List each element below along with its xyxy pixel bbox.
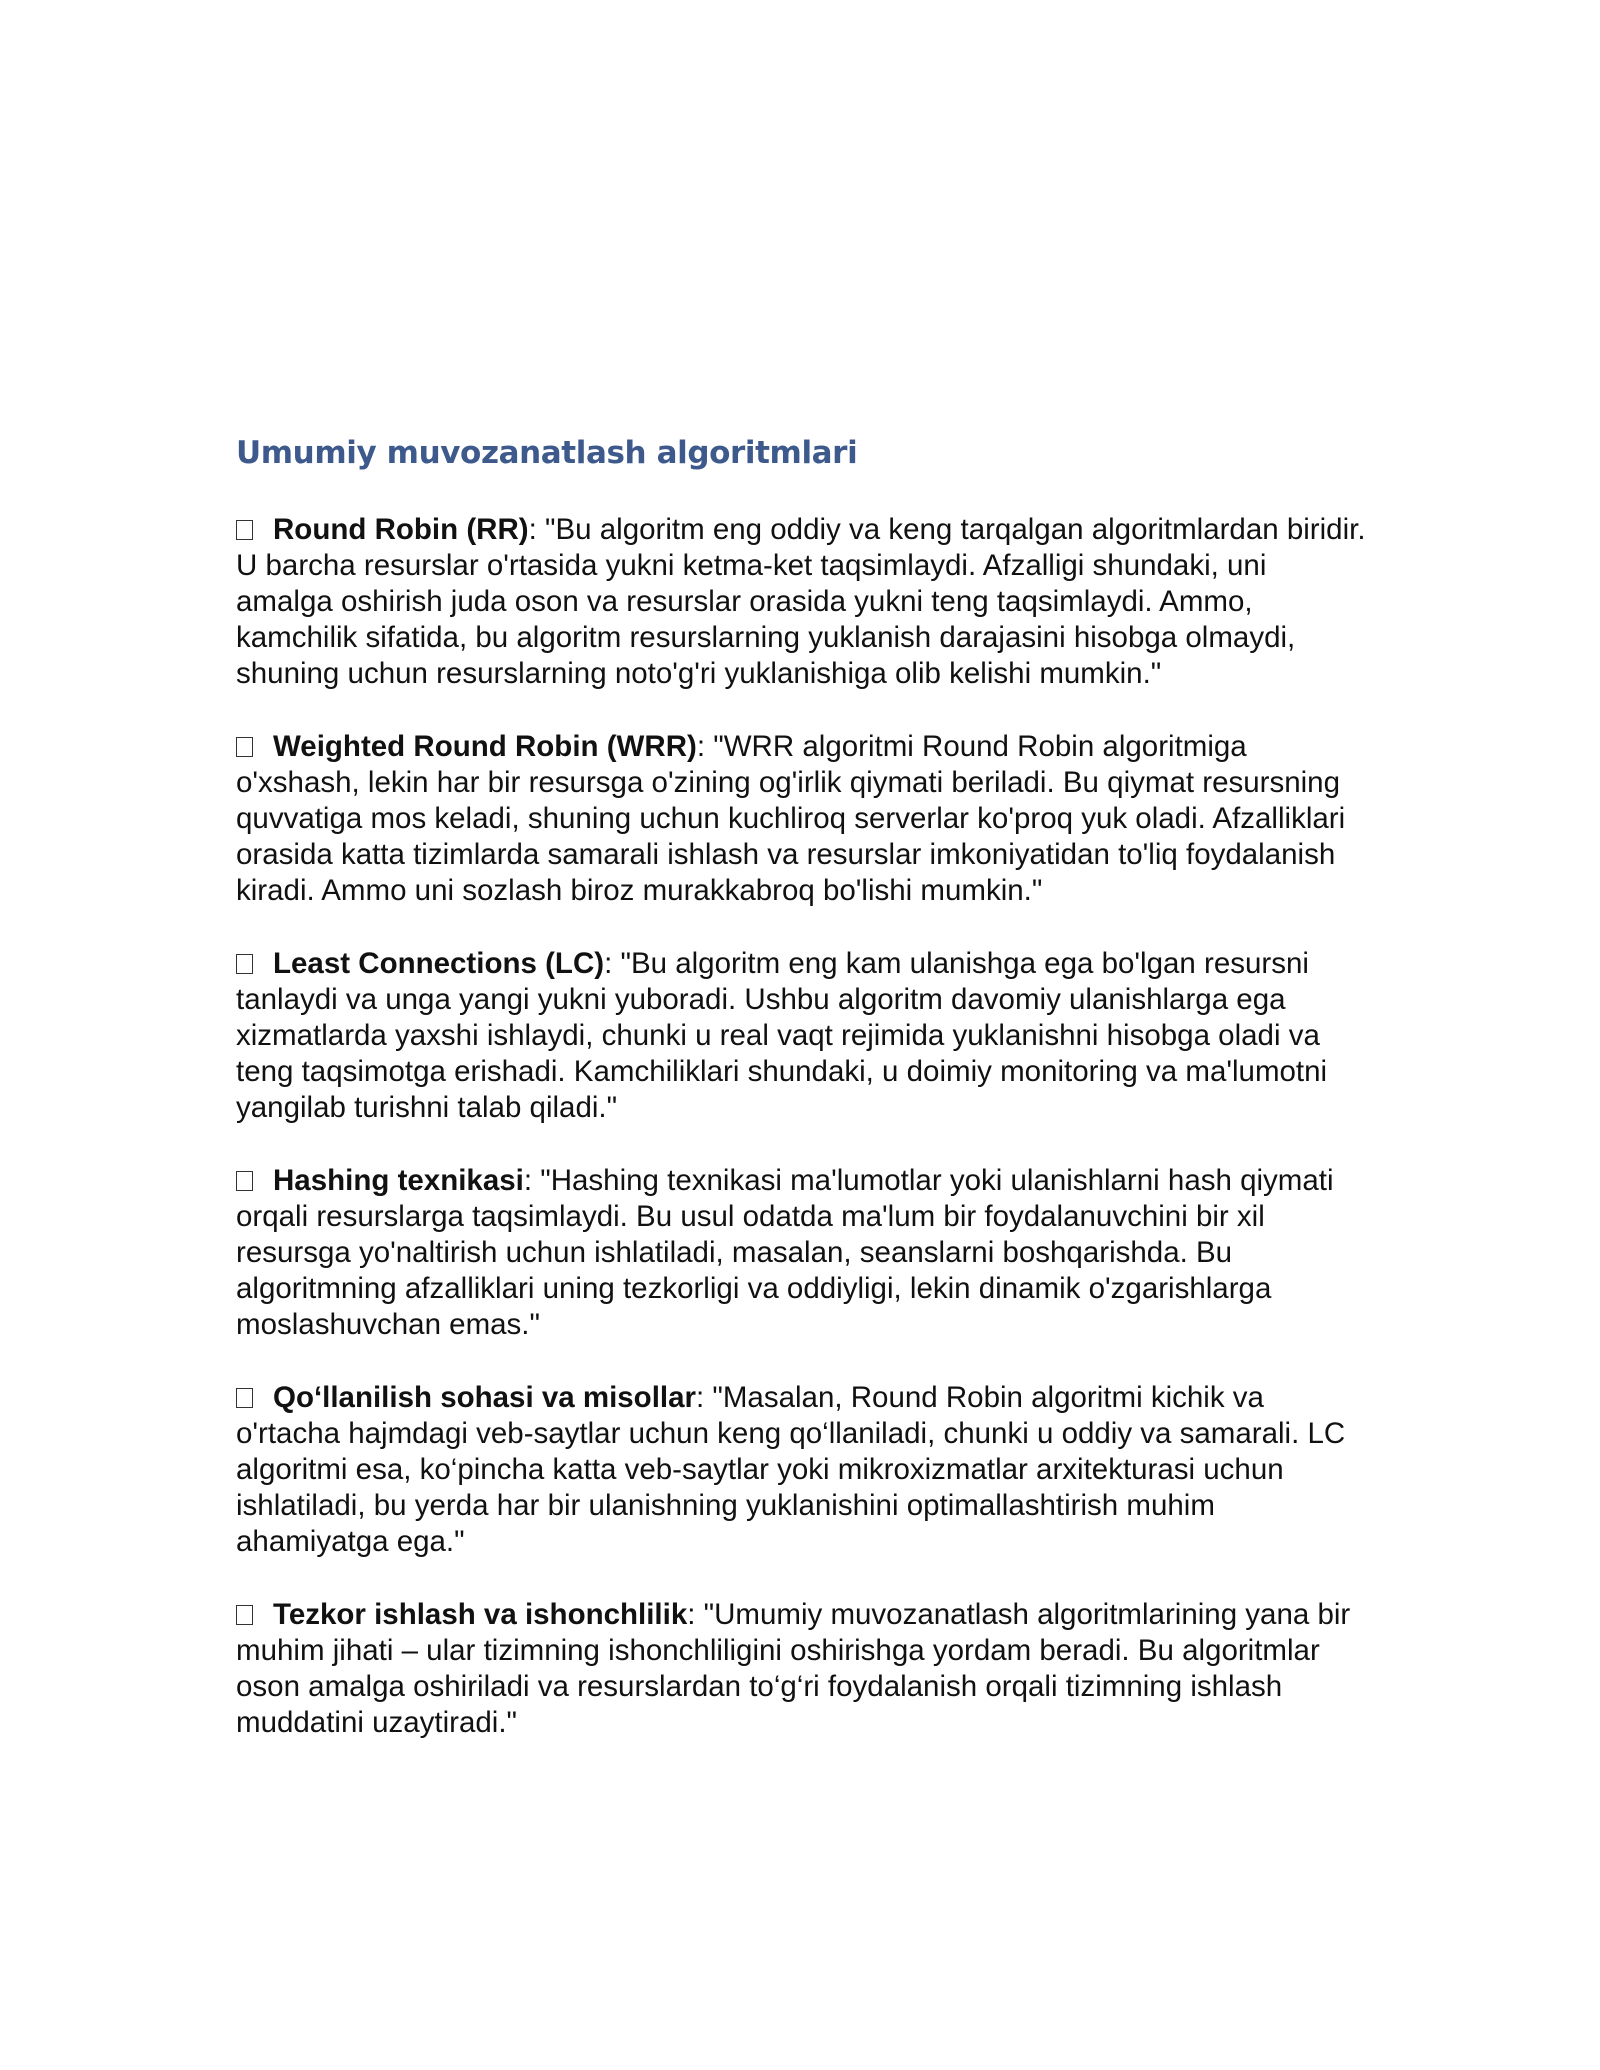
list-item-reliability [236, 1597, 1366, 1741]
checkbox-bullet-icon [236, 954, 253, 974]
item-term: Hashing texnikasi [273, 1164, 524, 1197]
item-text: : "WRR algoritmi Round Robin algoritmiga o'xshash, lekin har bir resursga o'zining og'irlik qiymati beriladi. Bu qiymat resursning quvvatiga mos keladi, shuning uchun kuchliroq serverlar ko'proq yuk oladi. Afzalliklari orasida katta tizimlarda samarali ishlash va resurslar imkoniyatidan to'liq foydalanish kiradi. Ammo uni sozlash biroz murakkabroq bo'lishi mumkin." [236, 730, 1346, 907]
checkbox-bullet-icon [236, 737, 253, 757]
list-item-round-robin [236, 512, 1366, 692]
item-term: Weighted Round Robin (WRR) [273, 730, 697, 763]
item-text: : "Bu algoritm eng kam ulanishga ega bo'lgan resursni tanlaydi va unga yangi yukni yuboradi. Ushbu algoritm davomiy ulanishlarga ega xizmatlarda yaxshi ishlaydi, chunki u real vaqt rejimida yuklanishni hisobga oladi va teng taqsimotga erishadi. Kamchiliklari shundaki, u doimiy monitoring va ma'lumotni yangilab turishni talab qiladi." [236, 947, 1328, 1124]
list-item-hashing [236, 1163, 1366, 1343]
list-item-application-areas [236, 1380, 1366, 1560]
item-text: : "Umumiy muvozanatlash algoritmlarining yana bir muhim jihati – ular tizimning ishonchliligini oshirishga yordam beradi. Bu algoritmlar oson amalga oshiriladi va resurslardan to‘g‘ri foydalanish orqali tizimning ishlash muddatini uzaytiradi." [236, 1598, 1351, 1739]
item-term: Tezkor ishlash va ishonchlilik [273, 1598, 688, 1631]
document-content [236, 432, 1366, 1778]
checkbox-bullet-icon [236, 1605, 253, 1625]
item-text: : "Masalan, Round Robin algoritmi kichik va o'rtacha hajmdagi veb-saytlar uchun keng qo‘llaniladi, chunki u oddiy va samarali. LC algoritmi esa, ko‘pincha katta veb-saytlar yoki mikroxizmatlar arxitekturasi uchun ishlatiladi, bu yerda har bir ulanishning yuklanishini optimallashtirish muhim ahamiyatga ega." [236, 1381, 1346, 1558]
checkbox-bullet-icon [236, 1388, 253, 1408]
section-heading: Umumiy muvozanatlash algoritmlari [236, 435, 858, 471]
checkbox-bullet-icon [236, 520, 253, 540]
checkbox-bullet-icon [236, 1171, 253, 1191]
item-term: Round Robin (RR) [273, 513, 529, 546]
list-item-least-connections [236, 946, 1366, 1126]
item-text: : "Bu algoritm eng oddiy va keng tarqalgan algoritmlardan biridir. U barcha resurslar o'rtasida yukni ketma-ket taqsimlaydi. Afzalligi shundaki, uni amalga oshirish juda oson va resurslar orasida yukni teng taqsimlaydi. Ammo, kamchilik sifatida, bu algoritm resurslarning yuklanish darajasini hisobga olmaydi, shuning uchun resurslarning noto'g'ri yuklanishiga olib kelishi mumkin." [236, 513, 1366, 690]
list-item-weighted-round-robin [236, 729, 1366, 909]
item-text: : "Hashing texnikasi ma'lumotlar yoki ulanishlarni hash qiymati orqali resurslarga taqsimlaydi. Bu usul odatda ma'lum bir foydalanuvchini bir xil resursga yo'naltirish uchun ishlatiladi, masalan, seanslarni boshqarishda. Bu algoritmning afzalliklari uning tezkorligi va oddiyligi, lekin dinamik o'zgarishlarga moslashuvchan emas." [236, 1164, 1334, 1341]
item-term: Least Connections (LC) [273, 947, 605, 980]
item-term: Qo‘llanilish sohasi va misollar [273, 1381, 696, 1414]
